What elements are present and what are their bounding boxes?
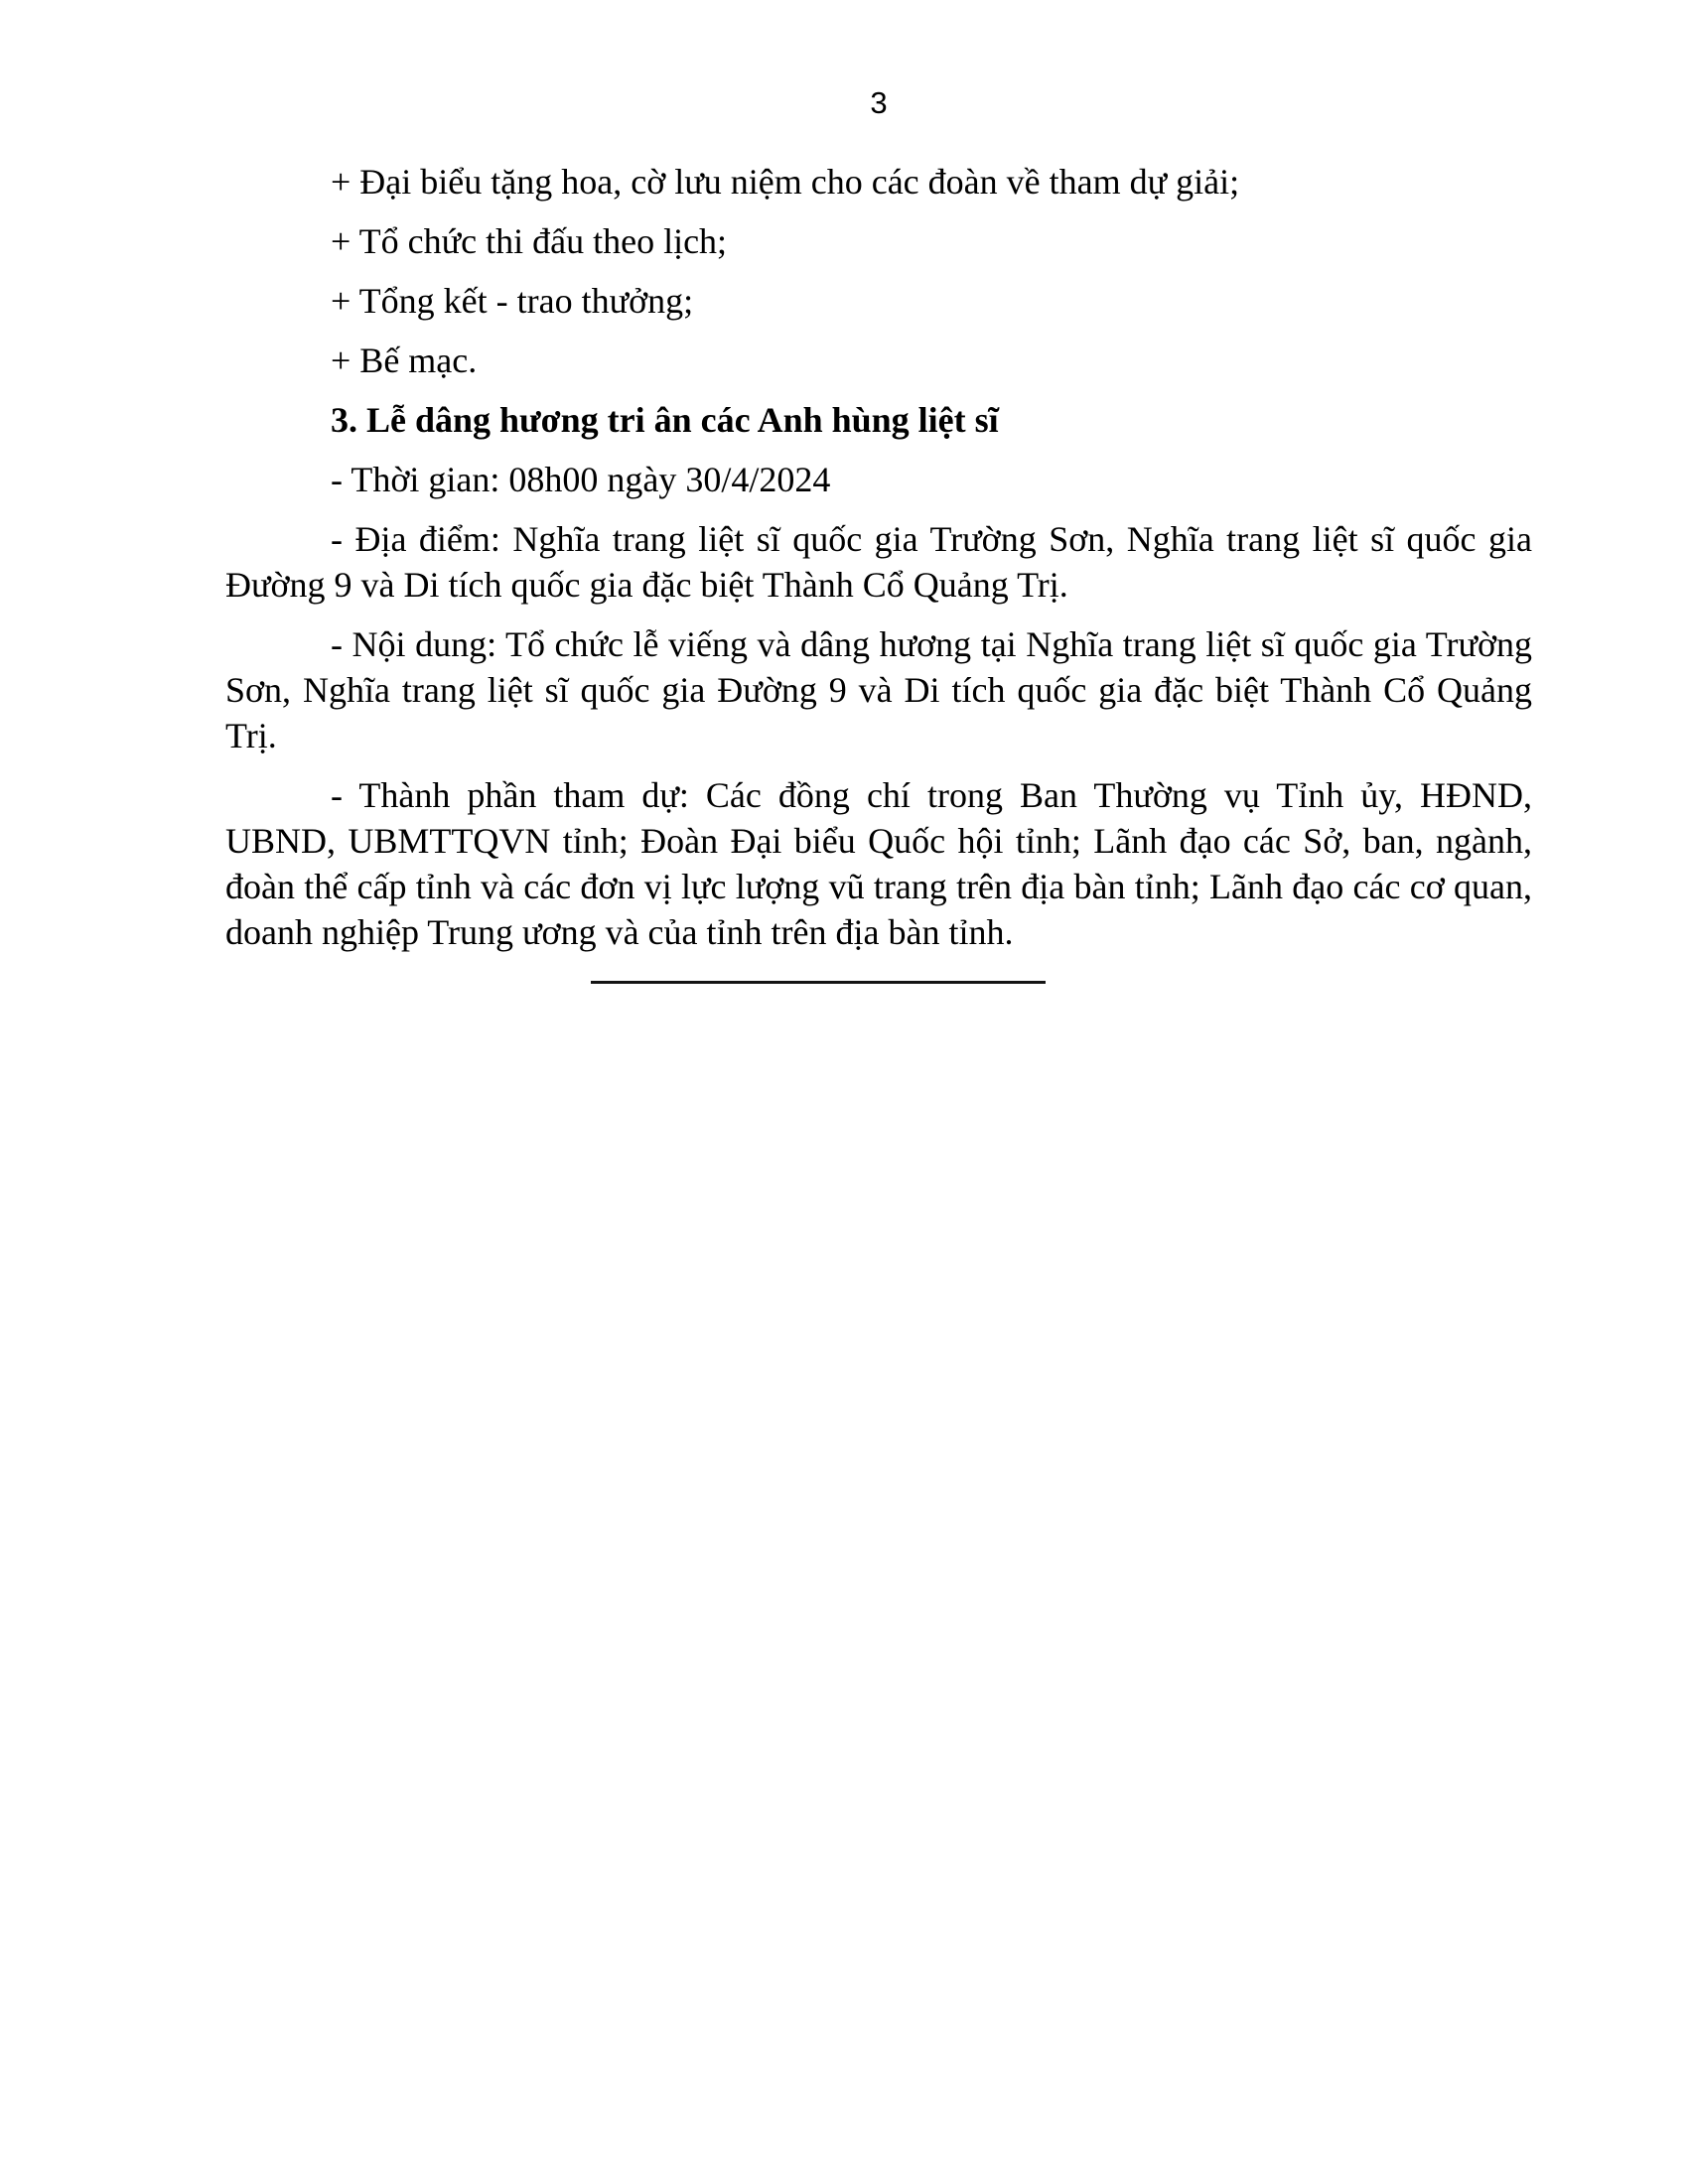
paragraph-time: - Thời gian: 08h00 ngày 30/4/2024: [331, 460, 831, 499]
paragraph-content: - Nội dung: Tổ chức lễ viếng và dâng hương tại Nghĩa trang liệt sĩ quốc gia Trường Sơn, Nghĩa trang liệt sĩ quốc gia Đường 9 và Di tích quốc gia đặc biệt Thành Cổ Quảng Trị.: [225, 624, 1532, 755]
list-item-delegates-flowers: + Đại biểu tặng hoa, cờ lưu niệm cho các đoàn về tham dự giải;: [331, 162, 1240, 202]
list-item-awards: + Tổng kết - trao thưởng;: [331, 281, 694, 321]
list-item-closing: + Bế mạc.: [331, 341, 478, 380]
paragraph-location: - Địa điểm: Nghĩa trang liệt sĩ quốc gia Trường Sơn, Nghĩa trang liệt sĩ quốc gia Đường 9 và Di tích quốc gia đặc biệt Thành Cổ Quảng Trị.: [225, 519, 1532, 605]
list-item-competition-schedule: + Tổ chức thi đấu theo lịch;: [331, 221, 728, 261]
page-number: 3: [870, 85, 888, 120]
end-of-document-separator-line: [591, 981, 1046, 984]
document-body: [225, 159, 1532, 984]
section-heading-incense-ceremony: 3. Lễ dâng hương tri ân các Anh hùng liệt sĩ: [331, 400, 999, 440]
paragraph-participants: - Thành phần tham dự: Các đồng chí trong Ban Thường vụ Tỉnh ủy, HĐND, UBND, UBMTTQVN tỉnh; Đoàn Đại biểu Quốc hội tỉnh; Lãnh đạo các Sở, ban, ngành, đoàn thể cấp tỉnh và các đơn vị lực lượng vũ trang trên địa bàn tỉnh; Lãnh đạo các cơ quan, doanh nghiệp Trung ương và của tỉnh trên địa bàn tỉnh.: [225, 775, 1532, 952]
